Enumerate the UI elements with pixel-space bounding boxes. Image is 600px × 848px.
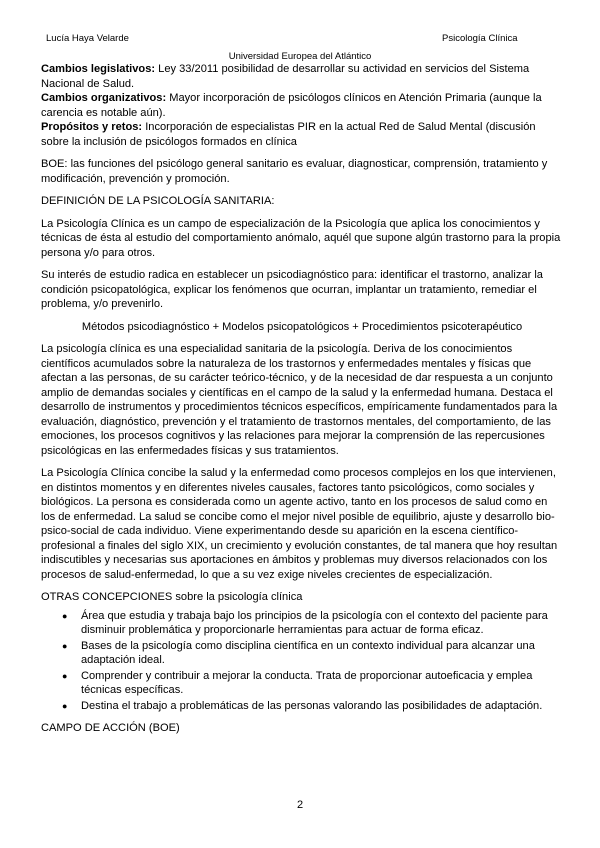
definicion-paragraph-2: Su interés de estudio radica en establecer un psicodiagnóstico para: identificar el trastorno, analizar la condición psicopatológica, explicar los fenómenos que ocurran, implantar un tratamiento, remediar el problema, y/o prevenirlo. bbox=[41, 269, 543, 310]
list-item bbox=[62, 699, 563, 714]
propositos-label: Propósitos y retos: bbox=[41, 121, 143, 133]
bullet-icon: ● bbox=[62, 610, 68, 621]
definicion-paragraph-1: La Psicología Clínica es un campo de especialización de la Psicología que aplica los conocimientos y técnicas de ésta al estudio del comportamiento anómalo, aquél que supone algún trastorno para la propia persona y/o para otros. bbox=[41, 217, 561, 259]
otras-heading-caps: OTRAS CONCEPCIONES bbox=[41, 591, 173, 603]
header-university: Universidad Europea del Atlántico bbox=[228, 51, 372, 62]
cambios-legislativos-text: Ley 33/2011 posibilidad de desarrollar su actividad en servicios del Sistema Nacional de Salud. bbox=[41, 63, 530, 90]
header-author: Lucía Haya Velarde bbox=[46, 33, 129, 44]
header-subject: Psicología Clínica bbox=[442, 33, 518, 44]
document-body bbox=[41, 62, 563, 736]
bullet-icon: ● bbox=[62, 640, 68, 651]
propositos-retos bbox=[41, 120, 563, 149]
cambios-legislativos-label: Cambios legislativos: bbox=[41, 63, 156, 75]
cambios-organizativos-label: Cambios organizativos: bbox=[41, 92, 167, 104]
list-item bbox=[62, 639, 563, 668]
page-number: 2 bbox=[296, 799, 304, 811]
formula-line: Métodos psicodiagnóstico + Modelos psicopatológicos + Procedimientos psicoterapéutico bbox=[81, 320, 523, 333]
propositos-text: Incorporación de especialistas PIR en la actual Red de Salud Mental (discusión sobre la inclusión de psicólogos formados en clínica bbox=[41, 121, 536, 148]
bullet-icon: ● bbox=[62, 700, 68, 711]
cambios-organizativos bbox=[41, 91, 563, 120]
cambios-organizativos-text: Mayor incorporación de psicólogos clínicos en Atención Primaria (aunque la carencia es notable aún). bbox=[41, 92, 542, 119]
list-item bbox=[62, 609, 563, 638]
list-item-text: Destina el trabajo a problemáticas de las personas valorando las posibilidades de adaptación. bbox=[81, 699, 543, 712]
definicion-heading: DEFINICIÓN DE LA PSICOLOGÍA SANITARIA: bbox=[41, 195, 275, 207]
paragraph-especialidad: La psicología clínica es una especialidad sanitaria de la psicología. Deriva de los conocimientos científicos acumulados sobre la naturaleza de los trastornos y enfermedades mentales y físicas que afectan a las personas, de su carácter teórico-técnico, y de la necesidad de dar respuesta a un conjunto amplio de demandas sociales y científicas en el campo de la salud y la enfermedad humana. Destaca el desarrollo de instrumentos y procedimientos técnicos específicos, empíricamente fundamentados para la evaluación, diagnóstico, prevención y el tratamiento de trastornos mentales, del comportamiento, de las emociones, los procesos cognitivos y las relaciones para mejorar la comprensión de las repercusiones psicológicas en las enfermedades físicas y sus tratamientos. bbox=[41, 343, 558, 457]
list-item-text: Comprender y contribuir a mejorar la conducta. Trata de proporcionar autoeficacia y emplea técnicas específicas. bbox=[81, 669, 533, 696]
list-item-text: Área que estudia y trabaja bajo los principios de la psicología con el contexto del paciente para disminuir problemática y proporcionarle herramientas para actuar de forma eficaz. bbox=[81, 609, 548, 636]
list-item bbox=[62, 669, 563, 698]
otras-heading-rest: sobre la psicología clínica bbox=[172, 591, 303, 603]
boe-paragraph: BOE: las funciones del psicólogo general sanitario es evaluar, diagnosticar, comprensión, tratamiento y modificación, prevención y promoción. bbox=[41, 158, 548, 185]
cambios-legislativos bbox=[41, 62, 563, 91]
list-item-text: Bases de la psicología como disciplina científica en un contexto individual para alcanzar una adaptación ideal. bbox=[81, 639, 535, 666]
otras-concepciones-heading bbox=[41, 590, 563, 605]
paragraph-salud: La Psicología Clínica concibe la salud y la enfermedad como procesos complejos en los que intervienen, en distintos momentos y en diferentes niveles causales, factores tanto psicológicos, como sociales y biológicos. La persona es considerada como un agente activo, tanto en los procesos de salud como en los de enfermedad. La salud se concibe como el mejor nivel posible de equilibrio, ajuste y desarrollo bio-psico-social de cada individuo. Viene experimentando desde su aparición en la escena científico-profesional a finales del siglo XIX, un crecimiento y evolución constantes, de tal manera que hoy resultan indiscutibles y necesarias sus aportaciones en ámbitos y problemas muy diversos relacionados con los procesos de salud-enfermedad, lo que a su vez exige niveles crecientes de especialización. bbox=[41, 467, 558, 581]
campo-accion-heading: CAMPO DE ACCIÓN (BOE) bbox=[41, 722, 180, 734]
bullet-icon: ● bbox=[62, 670, 68, 681]
otras-concepciones-list bbox=[41, 609, 563, 714]
